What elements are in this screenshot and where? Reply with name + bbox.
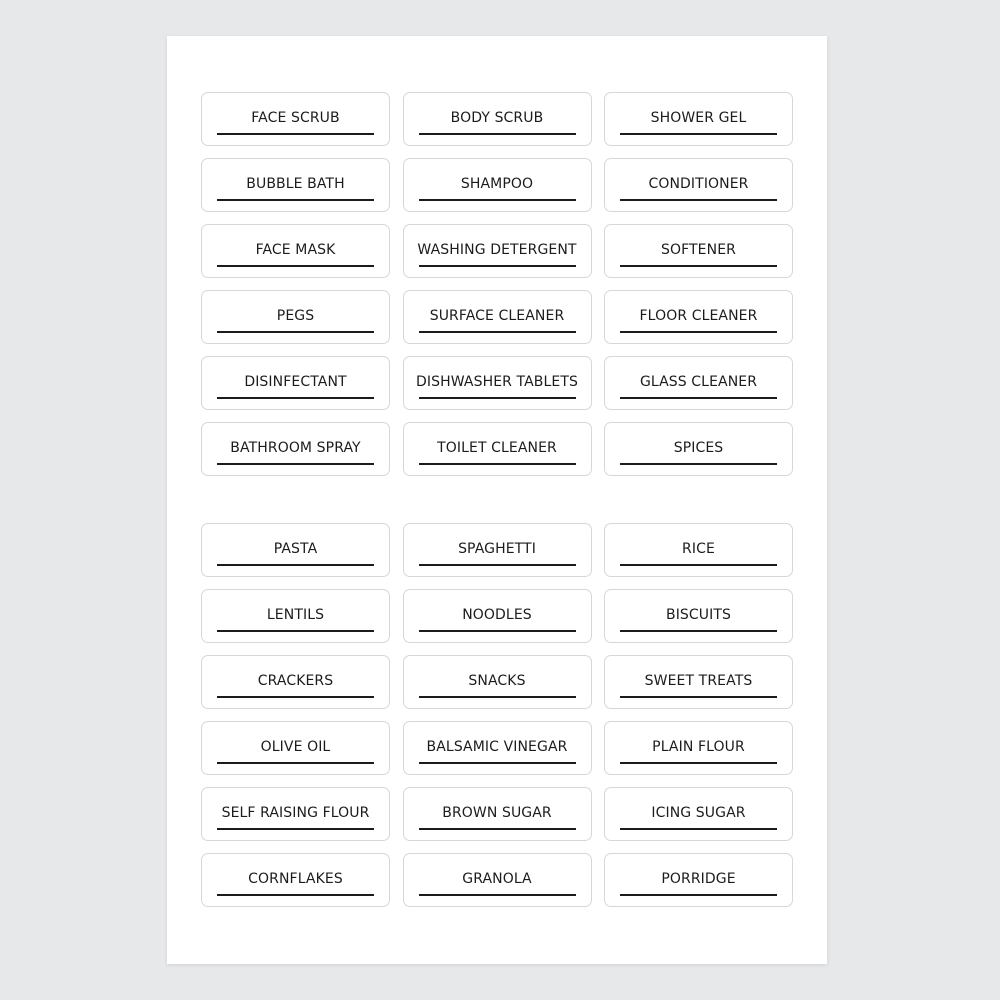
label-sticker	[403, 787, 592, 841]
label-text: BISCUITS	[665, 607, 731, 623]
label-underline	[217, 463, 374, 465]
label-text: CRACKERS	[257, 673, 334, 689]
label-underline	[620, 463, 777, 465]
label-underline	[419, 133, 576, 135]
label-sticker	[604, 655, 793, 709]
label-underline	[217, 762, 374, 764]
label-sticker	[403, 853, 592, 907]
label-sticker	[201, 523, 390, 577]
label-sticker	[604, 356, 793, 410]
label-text: SPICES	[673, 440, 724, 456]
label-underline	[419, 331, 576, 333]
label-text: CORNFLAKES	[248, 871, 343, 887]
label-underline	[419, 265, 576, 267]
label-text: BATHROOM SPRAY	[230, 440, 361, 456]
label-text: BODY SCRUB	[450, 110, 544, 126]
label-sticker	[201, 92, 390, 146]
label-text: FLOOR CLEANER	[639, 308, 758, 324]
label-sticker	[604, 290, 793, 344]
label-text: CONDITIONER	[648, 176, 749, 192]
label-sticker	[201, 589, 390, 643]
label-underline	[419, 828, 576, 830]
label-sticker	[403, 655, 592, 709]
label-group-pantry	[201, 523, 793, 907]
label-sticker	[201, 655, 390, 709]
label-sticker	[403, 721, 592, 775]
label-text: GLASS CLEANER	[639, 374, 758, 390]
label-sticker	[201, 290, 390, 344]
label-underline	[419, 696, 576, 698]
label-sheet	[167, 36, 827, 964]
label-underline	[419, 630, 576, 632]
label-text: DISHWASHER TABLETS	[416, 374, 578, 390]
label-text: NOODLES	[462, 607, 532, 623]
label-text: SELF RAISING FLOUR	[221, 805, 370, 821]
label-text: SHAMPOO	[460, 176, 534, 192]
label-underline	[620, 331, 777, 333]
label-underline	[419, 199, 576, 201]
label-underline	[419, 397, 576, 399]
label-text: FACE MASK	[255, 242, 336, 258]
label-underline	[217, 199, 374, 201]
label-text: PLAIN FLOUR	[652, 739, 745, 755]
label-sticker	[201, 721, 390, 775]
label-text: RICE	[682, 541, 715, 557]
label-sticker	[604, 721, 793, 775]
label-underline	[419, 894, 576, 896]
label-sticker	[604, 787, 793, 841]
label-sticker	[604, 853, 793, 907]
label-text: SOFTENER	[661, 242, 736, 258]
label-sticker	[604, 158, 793, 212]
label-text: LENTILS	[266, 607, 325, 623]
label-underline	[620, 265, 777, 267]
label-sticker	[403, 290, 592, 344]
label-underline	[620, 133, 777, 135]
label-sticker	[403, 422, 592, 476]
label-underline	[419, 463, 576, 465]
label-underline	[620, 828, 777, 830]
label-text: BROWN SUGAR	[442, 805, 552, 821]
label-sticker	[201, 158, 390, 212]
label-text: BUBBLE BATH	[246, 176, 345, 192]
label-sticker	[201, 224, 390, 278]
label-text: SHOWER GEL	[650, 110, 747, 126]
label-underline	[217, 630, 374, 632]
label-underline	[217, 828, 374, 830]
label-sticker	[403, 224, 592, 278]
label-sticker	[403, 92, 592, 146]
label-sticker	[604, 92, 793, 146]
label-underline	[217, 331, 374, 333]
label-sticker	[604, 523, 793, 577]
label-underline	[217, 894, 374, 896]
label-sticker	[403, 356, 592, 410]
label-text: SURFACE CLEANER	[429, 308, 565, 324]
label-underline	[620, 397, 777, 399]
label-text: PASTA	[273, 541, 318, 557]
label-underline	[620, 696, 777, 698]
label-sticker	[201, 853, 390, 907]
label-text: FACE SCRUB	[251, 110, 340, 126]
label-text: ICING SUGAR	[651, 805, 746, 821]
label-sticker	[403, 158, 592, 212]
label-underline	[419, 564, 576, 566]
label-text: SWEET TREATS	[644, 673, 753, 689]
label-text: DISINFECTANT	[244, 374, 347, 390]
label-underline	[217, 696, 374, 698]
label-text: GRANOLA	[462, 871, 532, 887]
label-group-bathroom-cleaning	[201, 92, 793, 476]
label-underline	[620, 199, 777, 201]
label-underline	[217, 564, 374, 566]
label-sticker	[604, 224, 793, 278]
label-underline	[620, 630, 777, 632]
label-sticker	[403, 589, 592, 643]
label-text: SNACKS	[468, 673, 526, 689]
label-sticker	[201, 356, 390, 410]
label-text: WASHING DETERGENT	[417, 242, 577, 258]
label-underline	[217, 265, 374, 267]
label-text: PEGS	[276, 308, 315, 324]
label-underline	[419, 762, 576, 764]
label-sticker	[604, 422, 793, 476]
label-text: SPAGHETTI	[458, 541, 536, 557]
label-text: BALSAMIC VINEGAR	[426, 739, 568, 755]
label-underline	[217, 397, 374, 399]
label-underline	[620, 564, 777, 566]
label-text: OLIVE OIL	[260, 739, 331, 755]
label-sticker	[201, 422, 390, 476]
label-text: PORRIDGE	[661, 871, 736, 887]
label-underline	[217, 133, 374, 135]
label-sticker	[604, 589, 793, 643]
label-underline	[620, 762, 777, 764]
label-underline	[620, 894, 777, 896]
label-sticker	[201, 787, 390, 841]
label-sticker	[403, 523, 592, 577]
label-text: TOILET CLEANER	[437, 440, 557, 456]
